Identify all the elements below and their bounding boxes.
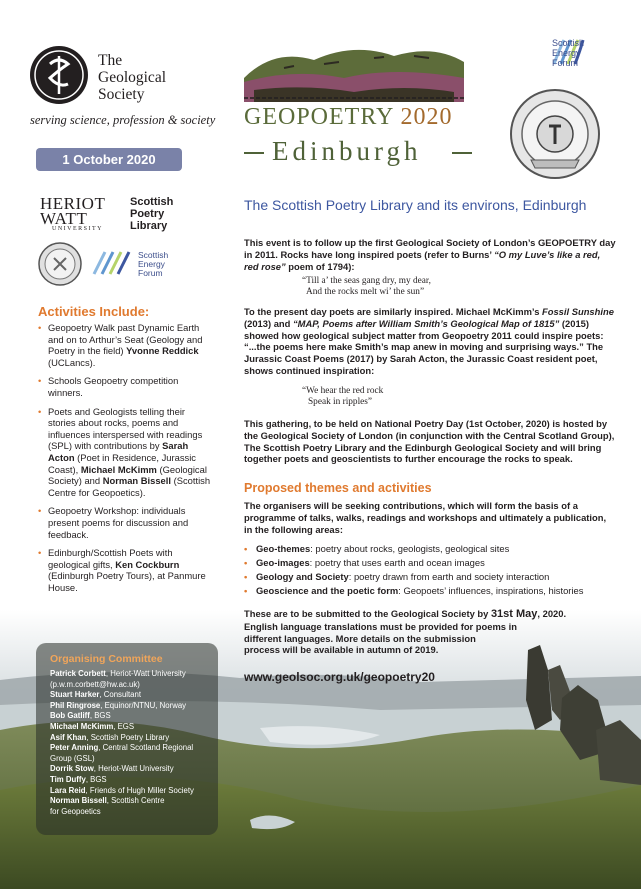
committee-member: Peter Anning, Central Scotland Regional [50, 743, 194, 753]
committee-member: Stuart Harker, Consultant [50, 690, 142, 700]
scottish-poetry-library-logo: Scottish Poetry Library [130, 196, 174, 232]
heriot-watt-logo: HERIOT WATT UNIVERSITY [40, 194, 106, 232]
list-item: • Geology and Society: poetry drawn from earth and society interaction [244, 571, 616, 583]
acton-quote: “We hear the red rock Speak in ripples” [302, 386, 384, 408]
committee-member: for Geopoetics [50, 806, 101, 816]
committee-member: Phil Ringrose, Equinor/NTNU, Norway [50, 700, 187, 710]
committee-member: Norman Bissell, Scottish Centre [50, 796, 165, 806]
committee-member: Dorrik Stow, Heriot-Watt University [50, 764, 174, 774]
inspiration-paragraph: To the present day poets are similarly inspired. Michael McKimm’s Fossil Sunshine (2013) and “MAP, Poems after William Smith’s Geological Map of 1815” (2015) showed how geological subject matter from Geopoetry 2011 could inspire poets: “...the poems here make Smith’s map anew in moving and surprising ways.” The Jurassic Coast Poems (2017) by Sarah Acton, the Jurassic Coast resident poet, shows continued inspiration: [244, 306, 614, 376]
scottish-energy-forum-text-small: Scottish Energy Forum [138, 250, 169, 278]
event-website-link[interactable]: www.geolsoc.org.uk/geopoetry20 [244, 670, 435, 684]
society-name: The Geological Society [98, 52, 167, 103]
intro-paragraph: This event is to follow up the first Geological Society of London’s GEOPOETRY day in 2011. Rocks have long inspired poets (refer to Burns’ “O my Luve’s like a red, red rose” poem of 1794): [244, 237, 616, 272]
list-item: • Poets and Geologists telling their stories about rocks, poems and influences interspersed with readings (SPL) with contributions by Sarah Acton (Poet in Residence, Jurassic Coast), Michael McKimm (Geological Society) and Norman Bissell (Scottish Centre for Geopoetics). [38, 406, 213, 499]
committee-member: Group (GSL) [50, 753, 95, 763]
committee-member: Lara Reid, Friends of Hugh Miller Society [50, 785, 194, 795]
activities-list [38, 322, 213, 600]
event-date-badge: 1 October 2020 [36, 148, 182, 171]
geopoetry-title: GEOPOETRY 2020 [244, 104, 453, 130]
list-item: • Geopoetry Walk past Dynamic Earth and on to Arthur’s Seat (Geology and Poetry in the field) Yvonne Reddick (UCLancs). [38, 322, 213, 368]
scottish-energy-forum-logo-small [92, 250, 132, 276]
committee-member: Bob Gatliff, BGS [50, 711, 111, 721]
main-heading: The Scottish Poetry Library and its environs, Edinburgh [244, 197, 587, 213]
title-dash-left [244, 152, 264, 154]
society-tagline: serving science, profession & society [30, 113, 216, 127]
title-dash-right [452, 152, 472, 154]
landscape-art-illustration [244, 38, 464, 102]
burns-quote: “Till a’ the seas gang dry, my dear, And the rocks melt wi’ the sun” [302, 276, 431, 298]
list-item: • Schools Geopoetry competition winners. [38, 375, 213, 398]
organisers-paragraph: The organisers will be seeking contributions, which will form the basis of a programme of talks, walks, readings and workshops and ultimately a publication, in the following areas: [244, 500, 607, 535]
committee-heading: Organising Committee [50, 653, 163, 665]
list-item: • Geoscience and the poetic form: Geopoets’ influences, inspirations, histories [244, 585, 616, 597]
list-item: • Edinburgh/Scottish Poets with geological gifts, Ken Cockburn (Edinburgh Poetry Tours), at Panmure House. [38, 547, 213, 593]
committee-member: Asif Khan, Scottish Poetry Library [50, 732, 170, 742]
edinburgh-geological-society-seal [509, 88, 601, 180]
submission-paragraph: These are to be submitted to the Geological Society by 31st May, 2020. English language translations must be provided for poems in different languages. More details on the submission process will be available in autumn of 2019. [244, 608, 567, 656]
edinburgh-title: Edinburgh [272, 136, 422, 166]
gathering-paragraph: This gathering, to be held on National Poetry Day (1st October, 2020) is hosted by the Geological Society of London (in conjunction with the Central Scotland Group), The Scottish Poetry Library and the Edinburgh Geological Society and will bring together poets and geoscientists to further encourage the rocks to speak. [244, 418, 615, 465]
scottish-energy-forum-text: Scottish Energy Forum [552, 38, 585, 68]
committee-member: Michael McKimm, EGS [50, 721, 135, 731]
committee-member: Tim Duffy, BGS [50, 774, 107, 784]
organising-committee-panel [36, 643, 218, 835]
activities-heading: Activities Include: [38, 304, 150, 319]
themes-heading: Proposed themes and activities [244, 481, 432, 495]
list-item: • Geo-themes: poetry about rocks, geologists, geological sites [244, 543, 616, 555]
list-item: • Geo-images: poetry that uses earth and ocean images [244, 557, 616, 569]
committee-member: Patrick Corbett, Heriot-Watt University [50, 669, 186, 678]
geological-society-logo [28, 44, 90, 106]
committee-member: (p.w.m.corbett@hw.ac.uk) [50, 679, 140, 689]
geological-society-seal-small [38, 242, 82, 286]
list-item: • Geopoetry Workshop: individuals present poems for discussion and feedback. [38, 505, 213, 540]
themes-list [244, 543, 616, 599]
